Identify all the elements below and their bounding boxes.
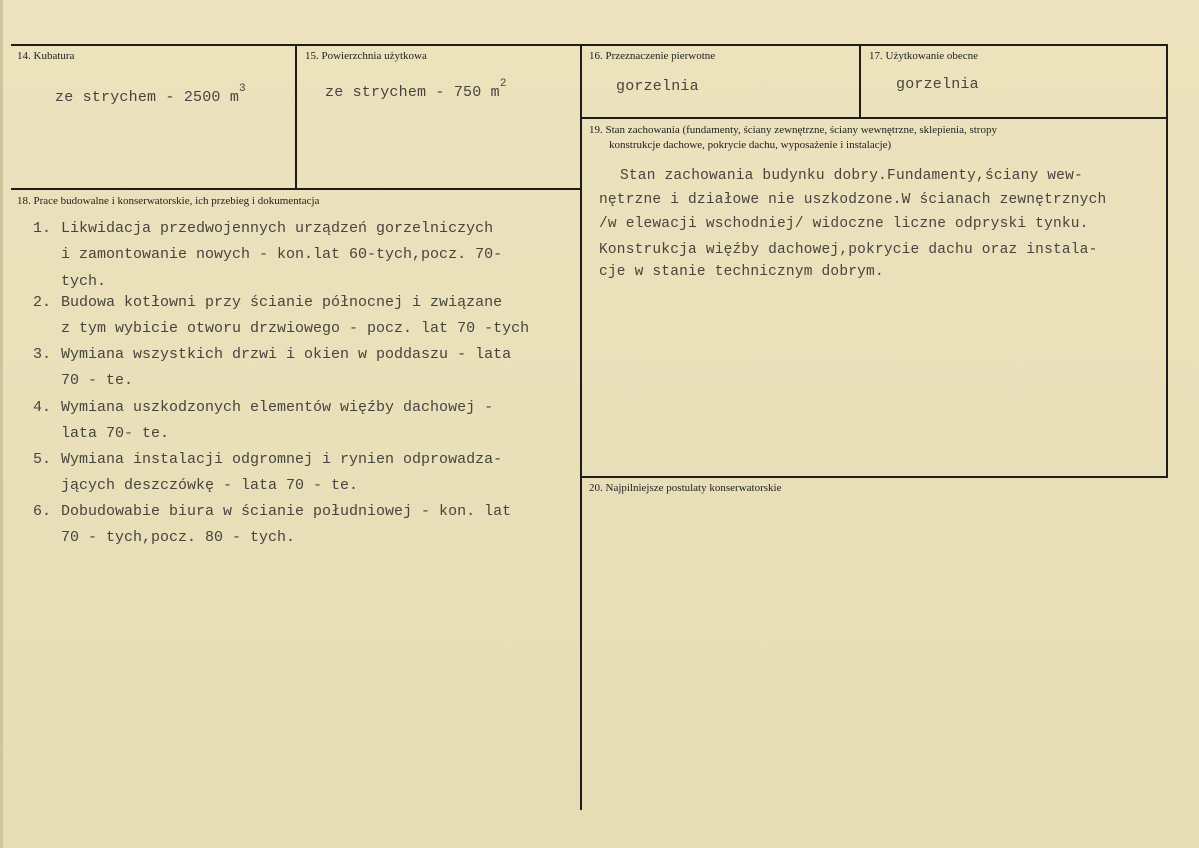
f19-bottom-rule	[581, 476, 1167, 478]
field-19-label-line2: konstrukcje dachowe, pokrycie dachu, wyposażenie i instalacje)	[609, 139, 892, 151]
field-19-line: nętrzne i działowe nie uszkodzone.W ścianach zewnętrznych	[599, 192, 1107, 208]
divider-16-17	[859, 46, 861, 118]
field-16-label: 16. Przeznaczenie pierwotne	[589, 50, 716, 62]
field-14-unit-sup: 3	[239, 83, 246, 95]
field-19-line: cje w stanie technicznym dobrym.	[599, 264, 884, 280]
field-18-list: 1. Likwidacja przedwojennych urządzeń gorzelniczych i zamontowanie nowych - kon.lat 60-tych,pocz. 70- tych. 2. Budowa kotłowni przy ścianie północnej i związane z tym wybicie otworu drzwiowego - pocz. lat 70 -tych 3. Wymiana wszystkich drzwi i okien w poddaszu - lata 70 - te. 4. Wymiana uszkodzonych elementów więźby dachowej - lata 70- te. 5. Wymiana instalacji odgromnej i rynien odprowadza- jących deszczówkę - lata 70 - te. 6. Dobudowabie biura w ścianie południowej - kon. lat 70 - tych,pocz. 80 - tych.	[33, 220, 530, 546]
field-15-unit-sup: 2	[499, 78, 507, 90]
field-19-line: /w elewacji wschodniej/ widoczne liczne odpryski tynku.	[599, 216, 1089, 232]
field-19-label-line1: 19. Stan zachowania (fundamenty, ściany zewnętrzne, ściany wewnętrzne, sklepienia, stropy	[589, 124, 997, 136]
field-15-label: 15. Powierzchnia użytkowa	[305, 50, 427, 62]
field-14-value-text: ze strychem - 2500 m	[55, 89, 240, 106]
field-19-line: Stan zachowania budynku dobry.Fundamenty,ściany wew-	[620, 168, 1083, 184]
field-15-value-text: ze strychem - 750 m	[325, 84, 500, 101]
field-17-label: 17. Użytkowanie obecne	[869, 50, 979, 62]
row1-bottom-rule-right	[581, 117, 1167, 119]
right-edge-rule	[1166, 44, 1168, 478]
field-20-label: 20. Najpilniejsze postulaty konserwatorskie	[589, 482, 782, 494]
top-rule	[11, 44, 1167, 46]
field-14-label: 14. Kubatura	[17, 50, 75, 62]
field-18-label: 18. Prace budowalne i konserwatorskie, ich przebieg i dokumentacja	[17, 195, 320, 207]
divider-main	[580, 46, 582, 810]
field-16-value: gorzelnia	[616, 78, 699, 95]
field-15-value	[325, 78, 507, 101]
divider-14-15	[295, 46, 297, 189]
field-19-line: Konstrukcja więźby dachowej,pokrycie dachu oraz instala-	[599, 242, 1098, 258]
field-17-value: gorzelnia	[896, 76, 979, 93]
field-14-value	[55, 83, 246, 106]
